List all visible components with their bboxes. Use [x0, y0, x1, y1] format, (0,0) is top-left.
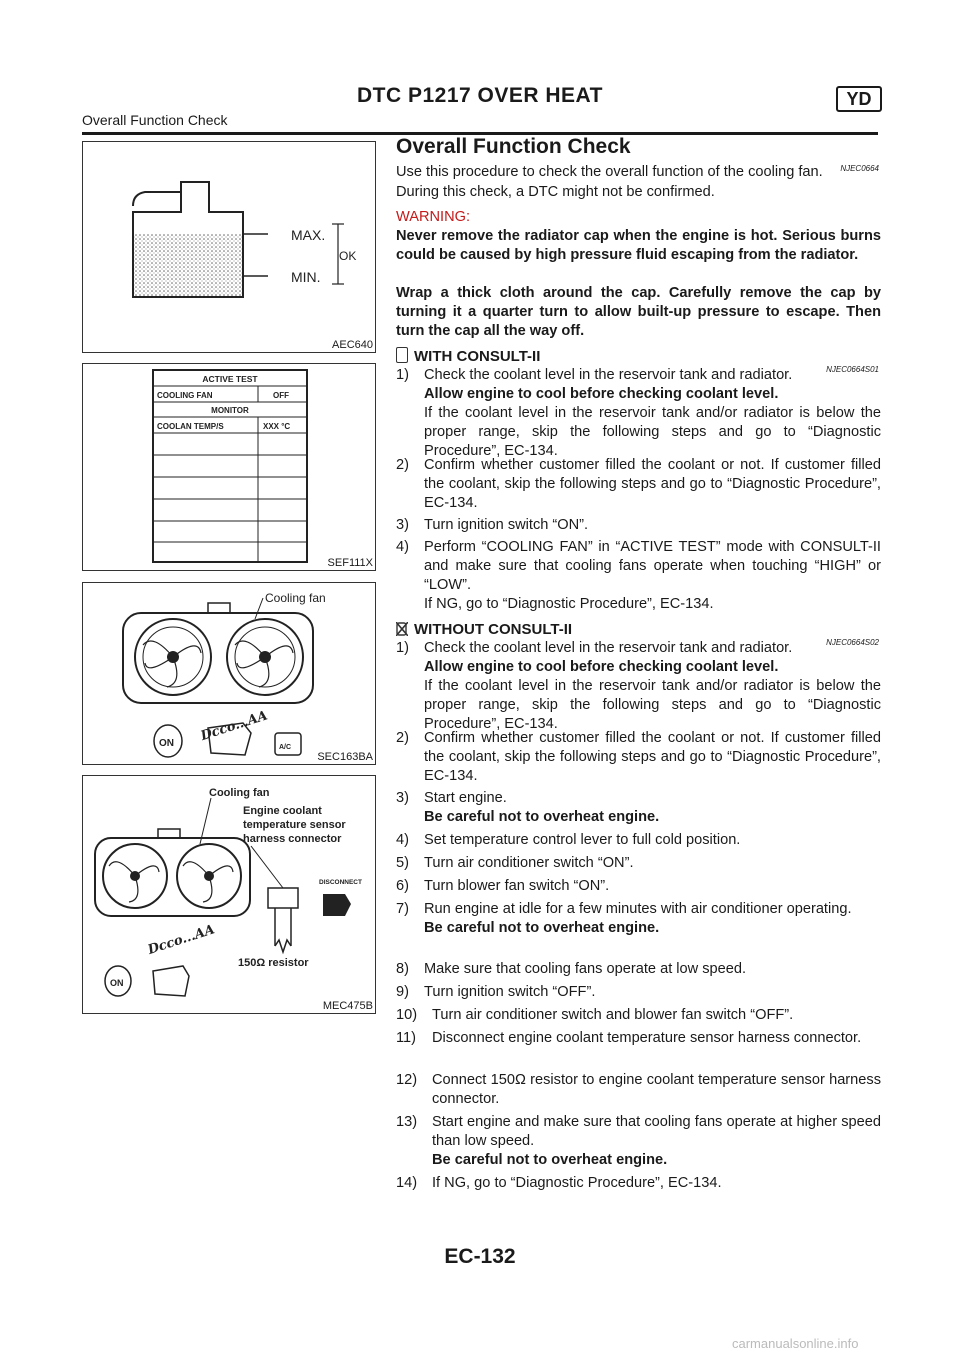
coolan-temp-cell: COOLAN TEMP/S: [157, 422, 224, 431]
section-tag: NJEC0664: [840, 164, 879, 173]
reservoir-tank-drawing: [83, 142, 375, 352]
figure-caption: AEC640: [332, 339, 373, 351]
warning-heading: WARNING:: [396, 209, 471, 225]
fan-sound-text: Dcco...AA: [146, 922, 217, 958]
list-item: 10) Turn air conditioner switch and blower fan switch “OFF”.: [396, 1007, 794, 1023]
list-item: 14) If NG, go to “Diagnostic Procedure”, EC-134.: [396, 1175, 722, 1191]
page-title: DTC P1217 OVER HEAT: [356, 84, 603, 107]
list-item: 1) Check the coolant level in the reservoir tank and radiator. Allow engine to cool before checking coolant level. If the coolant level in the reservoir tank and/or radiator is below the proper range, skip the following steps and go to “Diagnostic Procedure”, EC-134.: [396, 640, 881, 732]
resistor-connection-drawing: [83, 776, 375, 1013]
ignition-on-label: ON: [159, 738, 174, 749]
list-item: 6) Turn blower fan switch “ON”.: [396, 878, 610, 894]
page-subtitle: Overall Function Check: [82, 112, 228, 128]
ignition-on-label: ON: [110, 978, 124, 988]
intro-line-2: During this check, a DTC might not be confirmed.: [396, 184, 715, 200]
list-item: 13) Start engine and make sure that cooling fans operate at higher speed than low speed. Be careful not to overheat engine.: [396, 1114, 881, 1168]
sensor-label-line-3: harness connector: [243, 833, 342, 845]
warning-text-1: Never remove the radiator cap when the engine is hot. Serious burns could be caused by high pressure fluid escaping from the radiator.: [396, 228, 881, 263]
figure-resistor-connection: [82, 775, 376, 1014]
warning-text-2: Wrap a thick cloth around the cap. Carefully remove the cap by turning it a quarter turn to allow built-up pressure to escape. Then turn the cap all the way off.: [396, 285, 881, 339]
resistor-label: 150Ω resistor: [238, 957, 309, 969]
without-consult-header: [396, 620, 881, 647]
cooling-fan-label: Cooling fan: [209, 787, 270, 799]
list-item: 4) Set temperature control lever to full cold position.: [396, 832, 741, 848]
list-item: 4) Perform “COOLING FAN” in “ACTIVE TEST” mode with CONSULT-II and make sure that cooling fans operate when touching “HIGH” or “LOW”. If NG, go to “Diagnostic Procedure”, EC-134.: [396, 539, 881, 612]
figure-consult-screen: [82, 363, 376, 571]
list-item: 12) Connect 150Ω resistor to engine coolant temperature sensor harness connector.: [396, 1072, 881, 1107]
monitor-label: MONITOR: [211, 406, 249, 415]
disconnect-label: DISCONNECT: [319, 879, 362, 886]
with-consult-header: [396, 347, 881, 374]
ac-switch-label: A/C: [279, 744, 292, 751]
ok-label: OK: [339, 249, 357, 263]
figure-caption: MEC475B: [322, 1000, 373, 1012]
figure-cooling-fans: [82, 582, 376, 765]
list-item: 1) Check the coolant level in the reservoir tank and radiator. Allow engine to cool before checking coolant level. If the coolant level in the reservoir tank and/or radiator is below the proper range, skip the following steps and go to “Diagnostic Procedure”, EC-134.: [396, 367, 881, 459]
figure-reservoir-tank: [82, 141, 376, 353]
list-item: 9) Turn ignition switch “OFF”.: [396, 984, 596, 1000]
with-consult-heading: WITH CONSULT-II: [414, 348, 541, 365]
without-consult-heading: WITHOUT CONSULT-II: [414, 621, 573, 638]
without-consult-steps: [396, 639, 881, 1191]
temp-value-cell: XXX °C: [263, 422, 291, 431]
watermark: carmanualsonline.info: [732, 1336, 859, 1351]
cooling-fans-drawing: [83, 583, 375, 764]
engine-badge: YD: [836, 86, 882, 112]
consult-screen-drawing: [83, 364, 375, 570]
max-label: MAX.: [291, 227, 326, 243]
figure-caption: SEF111X: [327, 557, 373, 569]
consult-tool-icon: [396, 347, 408, 363]
list-item: 3) Start engine. Be careful not to overheat engine.: [396, 790, 660, 825]
intro-line-1: Use this procedure to check the overall function of the cooling fan.: [396, 164, 823, 180]
off-cell: OFF: [273, 391, 289, 400]
cooling-fan-cell: COOLING FAN: [157, 391, 213, 400]
fan-sound-text: Dcco...AA: [198, 708, 270, 745]
list-item: 8) Make sure that cooling fans operate at low speed.: [396, 961, 747, 977]
list-item: 5) Turn air conditioner switch “ON”.: [396, 855, 634, 871]
figure-caption: SEC163BA: [317, 751, 373, 763]
active-test-label: ACTIVE TEST: [202, 374, 258, 384]
with-consult-steps: [396, 366, 881, 616]
list-item: 11) Disconnect engine coolant temperature sensor harness connector.: [396, 1030, 862, 1046]
min-label: MIN.: [291, 269, 321, 285]
list-item: 3) Turn ignition switch “ON”.: [396, 517, 589, 533]
cooling-fan-label: Cooling fan: [265, 591, 326, 605]
list-item: 7) Run engine at idle for a few minutes with air conditioner operating. Be careful not to overheat engine.: [396, 901, 852, 936]
section-title: Overall Function Check: [396, 135, 631, 158]
list-item: 2) Confirm whether customer filled the coolant or not. If customer filled the coolant, skip the following steps and go to “Diagnostic Procedure”, EC-134.: [396, 457, 881, 511]
no-consult-tool-icon: [396, 622, 408, 636]
page-number: EC-132: [444, 1245, 516, 1268]
with-consult-tag: NJEC0664S01: [826, 365, 879, 374]
sensor-label-line-1: Engine coolant: [243, 805, 322, 817]
sensor-label-line-2: temperature sensor: [243, 819, 346, 831]
list-item: 2) Confirm whether customer filled the coolant or not. If customer filled the coolant, skip the following steps and go to “Diagnostic Procedure”, EC-134.: [396, 730, 881, 784]
without-consult-tag: NJEC0664S02: [826, 638, 879, 647]
